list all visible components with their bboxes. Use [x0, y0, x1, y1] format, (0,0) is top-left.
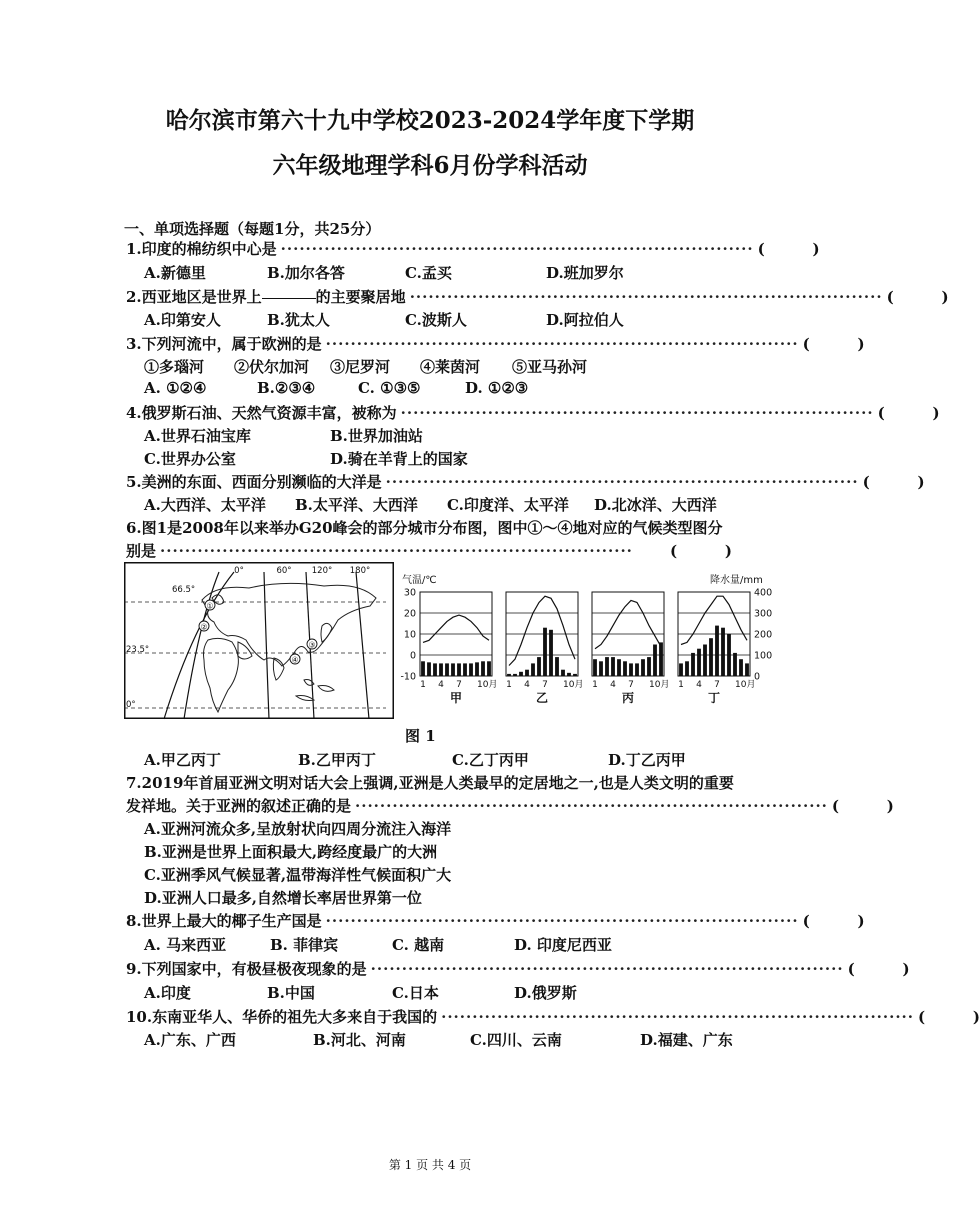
river-item: ②伏尔加河 [234, 358, 310, 376]
option: A.印度 [144, 984, 191, 1002]
question-1 [126, 238, 820, 259]
option: C.孟买 [405, 264, 452, 282]
question-7 [126, 795, 894, 816]
marker-2-label: ② [200, 622, 208, 632]
option: C. 越南 [392, 936, 445, 954]
option: C.亚洲季风气候显著,温带海洋性气候面积广大 [144, 866, 452, 884]
answer-bracket: ( ) [918, 1008, 980, 1026]
lon-label-60: 60° [276, 566, 292, 576]
option: B. 菲律宾 [270, 936, 339, 954]
precip-bar [623, 661, 627, 676]
precip-bar [573, 674, 577, 676]
precip-bar [733, 653, 737, 676]
precip-bar [445, 663, 449, 676]
climate-charts [398, 570, 772, 705]
month-tick-label: 10月 [477, 680, 498, 690]
month-tick-label: 4 [610, 680, 616, 690]
precip-bar [691, 653, 695, 676]
precip-bar [481, 661, 485, 676]
option: D. 印度尼西亚 [514, 936, 612, 954]
lat-label-66: 66.5° [172, 585, 196, 595]
option: D.班加罗尔 [546, 264, 624, 282]
question-3 [126, 333, 865, 354]
option: A.印第安人 [144, 311, 221, 329]
question-2 [126, 286, 949, 307]
option: C.四川、云南 [470, 1031, 562, 1049]
temp-axis-title: 气温/℃ [402, 575, 437, 586]
month-tick-label: 7 [628, 680, 634, 690]
precip-bar [421, 661, 425, 676]
precip-bar [745, 663, 749, 676]
option: A.新德里 [144, 264, 206, 282]
option: A. ①②④ [144, 379, 207, 397]
answer-bracket: ( ) [670, 542, 732, 560]
precip-bar [555, 657, 559, 676]
figure-caption: 图 1 [405, 727, 436, 745]
month-tick-label: 7 [456, 680, 462, 690]
month-tick-label: 1 [592, 680, 598, 690]
option: B.太平洋、大西洋 [295, 496, 418, 514]
question-6 [126, 540, 732, 561]
option: D.亚洲人口最多,自然增长率居世界第一位 [144, 889, 422, 907]
leader-dots: ············································································ [325, 912, 799, 930]
option: B.世界加油站 [330, 427, 423, 445]
precip-bar [635, 663, 639, 676]
leader-dots: ············································································ [400, 404, 874, 422]
month-tick-label: 4 [524, 680, 530, 690]
option: A.亚洲河流众多,呈放射状向四周分流注入海洋 [144, 820, 452, 838]
leader-dots: ············································································ [441, 1008, 914, 1026]
month-tick-label: 1 [678, 680, 684, 690]
precip-bar [525, 670, 529, 676]
leader-dots: ············································································ [325, 335, 799, 353]
temp-tick-label: -10 [400, 671, 416, 683]
precip-bar [679, 663, 683, 676]
page-number: 第 1 页 共 4 页 [388, 1158, 472, 1172]
precip-bar [599, 661, 603, 676]
river-item: ④莱茵河 [420, 358, 481, 376]
exam-title: 哈尔滨市第六十九中学校2023-2024学年度下学期 [165, 107, 695, 134]
month-tick-label: 7 [714, 680, 720, 690]
precip-bar [519, 672, 523, 676]
answer-bracket: ( ) [802, 912, 865, 930]
temp-ticks [400, 588, 416, 683]
climate-panel-1 [420, 592, 497, 705]
option: A.大西洋、太平洋 [144, 496, 266, 514]
answer-bracket: ( ) [877, 404, 940, 422]
precip-bar [647, 657, 651, 676]
temp-tick-label: 20 [403, 608, 416, 620]
option: B.河北、河南 [313, 1031, 406, 1049]
option: B.亚洲是世界上面积最大,跨经度最广的大洲 [144, 843, 438, 861]
section-heading: 一、单项选择题（每题1分，共25分） [124, 220, 381, 238]
option: C.印度洋、太平洋 [447, 496, 569, 514]
leader-dots: ············································································ [385, 473, 859, 491]
leader-dots: ············································································ [355, 797, 828, 815]
precip-bar [703, 645, 707, 677]
river-item: ③尼罗河 [330, 358, 391, 376]
leader-dots: ············································································ [280, 240, 754, 258]
question-7-line1: 7.2019年首届亚洲文明对话大会上强调,亚洲是人类最早的定居地之一,也是人类文明的重要 [126, 774, 734, 792]
precip-tick-label: 100 [754, 650, 773, 662]
option: D.俄罗斯 [514, 984, 577, 1002]
precip-bar [611, 657, 615, 676]
precip-bar [697, 649, 701, 676]
option: D.丁乙丙甲 [608, 751, 686, 769]
precip-bar [475, 662, 479, 676]
precip-bar [641, 659, 645, 676]
temp-tick-label: 0 [409, 650, 416, 662]
option: B.中国 [267, 984, 315, 1002]
temp-tick-label: 10 [403, 629, 416, 641]
month-tick-label: 1 [420, 680, 426, 690]
question-stem: 3.下列河流中，属于欧洲的是 [126, 335, 322, 353]
answer-bracket: ( ) [862, 473, 925, 491]
precip-bar [727, 634, 731, 676]
option: C.乙丁丙甲 [452, 751, 529, 769]
precip-tick-label: 300 [754, 608, 773, 620]
question-6-line1: 6.图1是2008年以来举办G20峰会的部分城市分布图，图中①～④地对应的气候类型图分 [126, 519, 723, 537]
option: C.日本 [392, 984, 439, 1002]
lon-label-180: 180° [349, 566, 371, 576]
question-9 [126, 958, 910, 979]
precip-bar [659, 642, 663, 676]
option: B.加尔各答 [267, 264, 345, 282]
climate-panel-2 [506, 592, 583, 705]
month-tick-label: 10月 [563, 680, 584, 690]
question-stem: 8.世界上最大的椰子生产国是 [126, 912, 322, 930]
answer-bracket: ( ) [831, 797, 894, 815]
precip-bar [427, 662, 431, 676]
river-item: ⑤亚马孙河 [512, 358, 588, 376]
marker-4-label: ④ [291, 655, 299, 665]
precip-bar [433, 663, 437, 676]
lat-label-23: 23.5° [126, 645, 150, 655]
month-tick-label: 10月 [649, 680, 670, 690]
marker-3-label: ③ [308, 640, 316, 650]
month-tick-label: 10月 [735, 680, 756, 690]
lat-label-0: 0° [126, 700, 136, 710]
precip-bar [463, 663, 467, 676]
panel-name: 甲 [449, 691, 463, 705]
option: A. 马来西亚 [144, 936, 227, 954]
option: B.乙甲丙丁 [298, 751, 376, 769]
option: C.波斯人 [405, 311, 467, 329]
precip-bar [629, 663, 633, 676]
precip-bar [543, 628, 547, 676]
answer-bracket: ( ) [886, 288, 949, 306]
marker-1-label: ① [206, 601, 214, 611]
precip-bar [439, 663, 443, 676]
precip-bar [605, 657, 609, 676]
precip-bar [451, 663, 455, 676]
river-item: ①多瑙河 [144, 358, 205, 376]
precip-bar [561, 670, 565, 676]
precip-bar [487, 661, 491, 676]
precip-bar [513, 674, 517, 676]
precip-bar [685, 661, 689, 676]
question-stem: 10.东南亚华人、华侨的祖先大多来自于我国的 [126, 1008, 438, 1026]
question-8 [126, 910, 865, 931]
month-tick-label: 1 [506, 680, 512, 690]
precip-bar [469, 663, 473, 676]
question-stem: 1.印度的棉纺织中心是 [126, 240, 277, 258]
option: A.甲乙丙丁 [144, 751, 221, 769]
precip-tick-label: 400 [754, 587, 773, 599]
precip-bar [653, 645, 657, 677]
exam-subtitle: 六年级地理学科6月份学科活动 [272, 152, 588, 179]
month-tick-label: 4 [696, 680, 702, 690]
option: B.②③④ [257, 379, 316, 397]
precip-bar [567, 673, 571, 676]
precip-tick-label: 200 [754, 629, 773, 641]
option: C. ①③⑤ [358, 379, 421, 397]
precip-bar [617, 659, 621, 676]
climate-panel-3 [592, 592, 669, 705]
lon-label-0: 0° [234, 566, 244, 576]
option: B.犹太人 [267, 311, 330, 329]
precip-axis-title: 降水量/mm [710, 575, 763, 586]
panel-name: 丁 [707, 691, 721, 705]
climate-panels [420, 592, 755, 705]
answer-bracket: ( ) [847, 960, 910, 978]
option: D.阿拉伯人 [546, 311, 624, 329]
precip-bar [739, 659, 743, 676]
precip-ticks [754, 588, 772, 683]
precip-bar [457, 663, 461, 676]
option: D.福建、广东 [640, 1031, 733, 1049]
question-stem: 别是 [126, 542, 157, 560]
temp-tick-label: 30 [403, 587, 416, 599]
leader-dots: ············································································ [370, 960, 844, 978]
lon-label-120: 120° [311, 566, 333, 576]
option: D.北冰洋、大西洋 [594, 496, 717, 514]
world-map-figure [124, 562, 394, 719]
month-tick-label: 4 [438, 680, 444, 690]
precip-bar [531, 663, 535, 676]
precip-bar [537, 657, 541, 676]
answer-bracket: ( ) [802, 335, 865, 353]
panel-name: 乙 [535, 691, 549, 705]
precip-bar [709, 638, 713, 676]
question-stem: 发祥地。关于亚洲的叙述正确的是 [126, 797, 352, 815]
option: A.广东、广西 [144, 1031, 236, 1049]
precip-bar [715, 626, 719, 676]
question-stem: 5.美洲的东面、西面分别濒临的大洋是 [126, 473, 382, 491]
month-tick-label: 7 [542, 680, 548, 690]
question-5 [126, 471, 925, 492]
question-stem: 4.俄罗斯石油、天然气资源丰富，被称为 [126, 404, 397, 422]
climate-panel-4 [678, 592, 755, 705]
leader-dots: ············································································ [409, 288, 883, 306]
answer-bracket: ( ) [757, 240, 820, 258]
question-stem: 2.西亚地区是世界上 的主要聚居地 [126, 288, 406, 306]
precip-tick-label: 0 [754, 671, 761, 683]
option: A.世界石油宝库 [144, 427, 251, 445]
panel-name: 丙 [621, 691, 635, 705]
question-stem: 9.下列国家中，有极昼极夜现象的是 [126, 960, 367, 978]
precip-bar [721, 628, 725, 676]
precip-bar [507, 674, 511, 676]
option: C.世界办公室 [144, 450, 236, 468]
answer-blank [262, 298, 316, 299]
leader-dots: ············································································ [160, 542, 633, 560]
question-10 [126, 1006, 980, 1027]
option: D. ①②③ [465, 379, 529, 397]
precip-bar [549, 630, 553, 676]
option: D.骑在羊背上的国家 [330, 450, 468, 468]
question-4 [126, 402, 940, 423]
precip-bar [593, 659, 597, 676]
